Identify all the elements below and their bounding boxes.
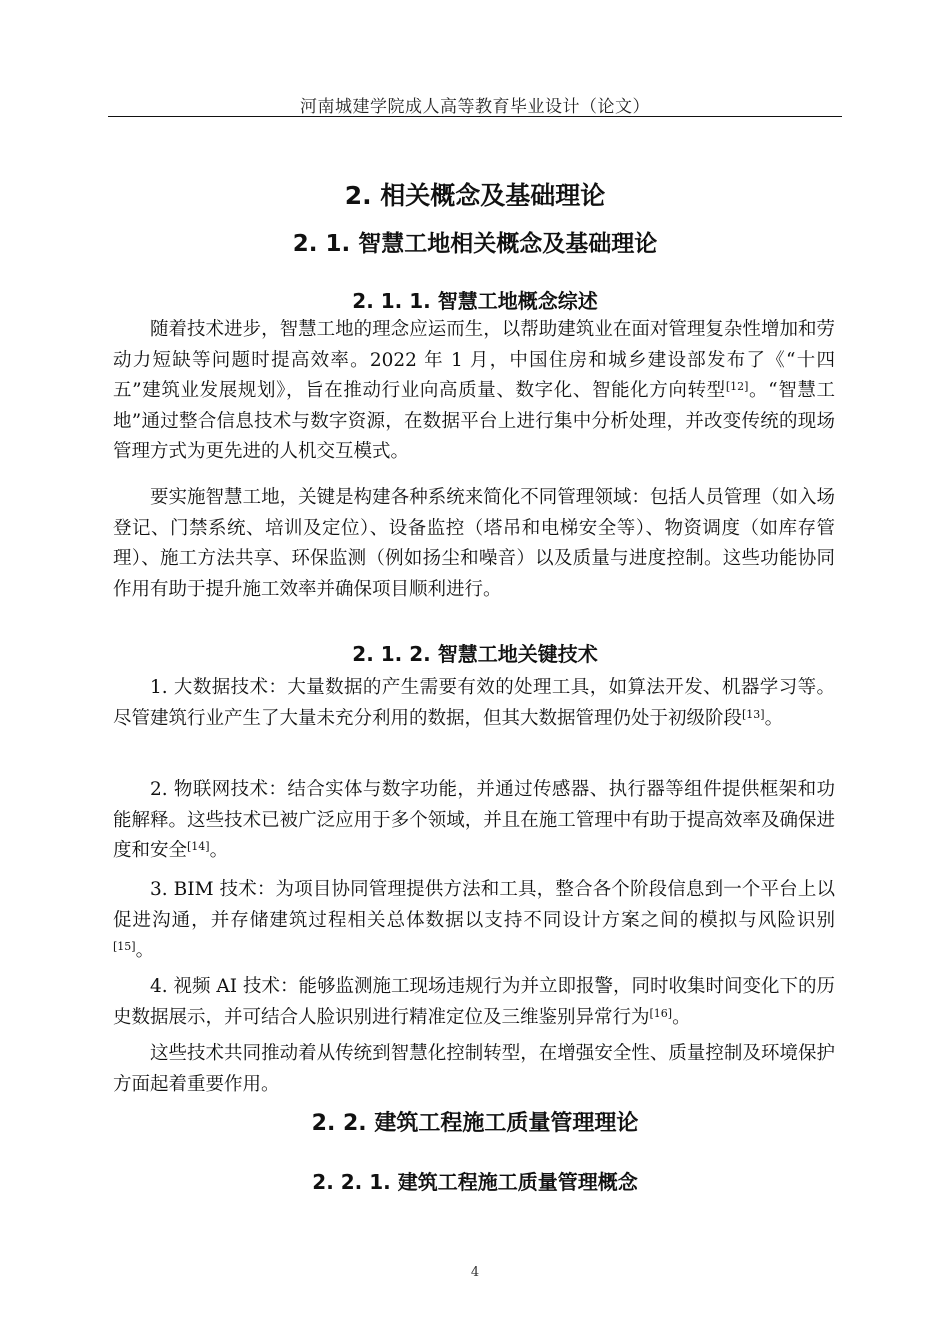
citation-ref-15: [15]: [113, 940, 136, 953]
subsection-heading-2-1-2: 2. 1. 2. 智慧工地关键技术: [352, 642, 598, 666]
paragraph-text: 随着技术进步，智慧工地的理念应运而生，以帮助建筑业在面对管理复杂性增加和劳动力短缺等问题时提高效率。2022 年 1 月，中国住房和城乡建设部发布了《“十四五”建筑业发展规划》，旨在推动行业向高质量、数字化、智能化方向转型: [113, 319, 835, 401]
paragraph-video-ai: [113, 972, 835, 1033]
section-heading-2-2: 2. 2. 建筑工程施工质量管理理论: [311, 1111, 639, 1136]
paragraph-text: 。“智慧工地”通过整合信息技术与数字资源，在数据平台上进行集中分析处理，并改变传统的现场管理方式为更先进的人机交互模式。: [113, 380, 835, 462]
page-number: 4: [470, 1265, 480, 1280]
header-divider: [108, 116, 842, 117]
paragraph-text: 。: [672, 1006, 691, 1028]
citation-ref-13: [13]: [742, 707, 765, 721]
section-heading-2-1: 2. 1. 智慧工地相关概念及基础理论: [292, 231, 658, 257]
citation-ref-16: [16]: [649, 1006, 673, 1020]
chapter-heading: 2. 相关概念及基础理论: [344, 181, 606, 210]
paragraph-concept-overview: [113, 315, 835, 468]
paragraph-bim: [113, 875, 835, 967]
paragraph-text: 2. 物联网技术：结合实体与数字功能，并通过传感器、执行器等组件提供框架和功能解释。这些技术已被广泛应用于多个领域，并且在施工管理中有助于提高效率及确保进度和安全: [113, 779, 835, 861]
citation-ref-12: [12]: [725, 380, 749, 393]
paragraph-text: 4. 视频 AI 技术：能够监测施工现场违规行为并立即报警，同时收集时间变化下的历史数据展示，并可结合人脸识别进行精准定位及三维鉴别异常行为: [113, 976, 835, 1028]
paragraph-text: 。: [209, 840, 229, 861]
paragraph-big-data: [113, 673, 835, 734]
paragraph-text: 。: [135, 940, 155, 961]
paragraph-text: 要实施智慧工地，关键是构建各种系统来简化不同管理领域：包括人员管理（如入场登记、门禁系统、培训及定位）、设备监控（塔吊和电梯安全等）、物资调度（如库存管理）、施工方法共享、环保监测（例如扬尘和噪音）以及质量与进度控制。这些功能协同作用有助于提升施工效率并确保项目顺利进行。: [113, 487, 835, 600]
running-header: 河南城建学院成人高等教育毕业设计（论文）: [300, 97, 650, 117]
paragraph-text: 3. BIM 技术：为项目协同管理提供方法和工具，整合各个阶段信息到一个平台上以促进沟通，并存储建筑过程相关总体数据以支持不同设计方案之间的模拟与风险识别: [113, 879, 835, 931]
paragraph-iot: [113, 775, 835, 867]
citation-ref-14: [14]: [187, 840, 210, 853]
paragraph-text: 1. 大数据技术：大量数据的产生需要有效的处理工具，如算法开发、机器学习等。尽管建筑行业产生了大量未充分利用的数据，但其大数据管理仍处于初级阶段: [113, 677, 835, 729]
paragraph-implementation: [113, 483, 835, 605]
paragraph-summary: [113, 1039, 835, 1100]
paragraph-text: 。: [764, 707, 784, 729]
subsection-heading-2-2-1: 2. 2. 1. 建筑工程施工质量管理概念: [312, 1170, 638, 1194]
paragraph-text: 这些技术共同推动着从传统到智慧化控制转型，在增强安全性、质量控制及环境保护方面起着重要作用。: [113, 1043, 835, 1095]
subsection-heading-2-1-1: 2. 1. 1. 智慧工地概念综述: [352, 289, 598, 313]
